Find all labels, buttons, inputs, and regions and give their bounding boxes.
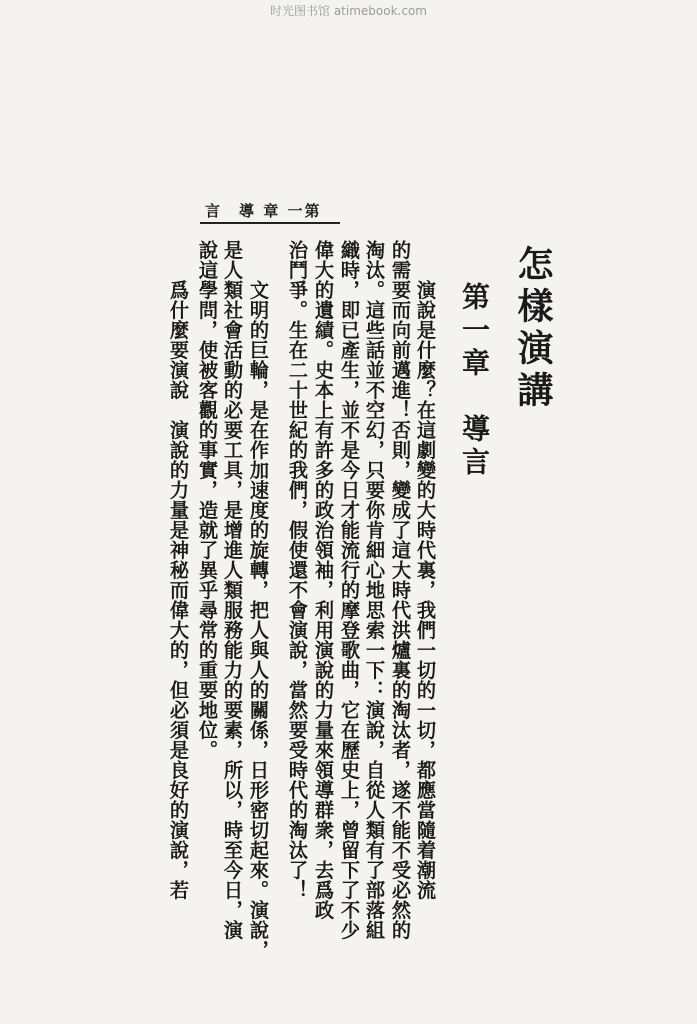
body-line-5: 偉大的遺績。史本上有許多的政治領袖，利用演說的力量來領導群衆，去爲政 <box>312 240 335 920</box>
body-line-8: 是人類社會活動的必要工具，是增進人類服務能力的要素，所以，時至今日，演 <box>221 240 244 940</box>
body-line-2: 的需要而向前邁進！否則，變成了這大時代洪爐裏的淘汰者，遂不能不受必然的 <box>389 240 412 940</box>
body-line-4: 織時，即已產生，並不是今日才能流行的摩登歌曲，它在歷史上，曾留下了不少 <box>338 240 361 940</box>
header-rule <box>200 222 340 224</box>
body-line-6: 治鬥爭。生在二十世紀的我們，假使還不會演說，當然要受時代的淘汰了！ <box>286 240 309 900</box>
chapter-title: 導言 <box>458 414 491 480</box>
body-line-3: 淘汰。這些話並不空幻，只要你肯細心地思索一下：演說，自從人類有了部落組 <box>363 240 386 940</box>
body-line-10: 爲什麼要演說 演說的力量是神秘而偉大的，但必須是良好的演說，若 <box>167 240 190 900</box>
body-line-1: 演說是什麼？在這劇變的大時代裏，我們一切的一切，都應當隨着潮流 <box>414 240 437 900</box>
running-head: 言 導 章 一第 <box>205 202 322 220</box>
chapter-number: 第一章 <box>458 282 491 381</box>
book-title: 怎樣演講 <box>512 245 554 413</box>
chapter-heading <box>454 282 494 480</box>
watermark-text: 时光图书馆 atimebook.com <box>270 4 427 18</box>
body-line-9: 說這學問，使被客觀的事實，造就了異乎尋常的重要地位。 <box>196 240 219 760</box>
body-line-7: 文明的巨輪，是在作加速度的旋轉，把人與人的關係，日形密切起來。演說， <box>247 240 270 960</box>
